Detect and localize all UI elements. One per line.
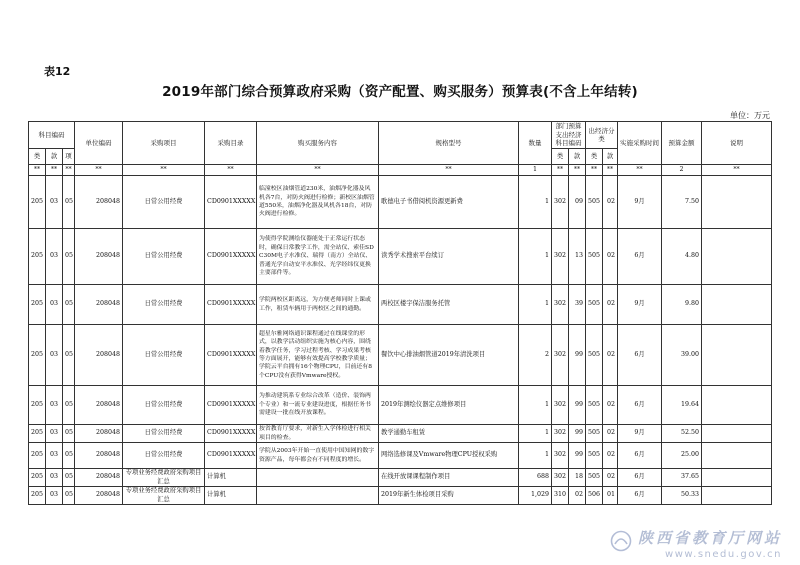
cell-e4: 02 — [603, 425, 618, 443]
cell-unit: 208048 — [75, 229, 123, 285]
table-row — [29, 325, 772, 386]
cell-qty: 1 — [519, 229, 552, 285]
header-spec: 规格型号 — [379, 122, 519, 165]
cell-xiang: 05 — [63, 443, 75, 469]
cell-amount: 4.80 — [662, 229, 702, 285]
cell-qty: 1 — [519, 425, 552, 443]
cell-unit: 208048 — [75, 176, 123, 229]
cell-catalog: 计算机 — [205, 469, 257, 487]
cell-lei: 205 — [29, 386, 46, 425]
header-econ-kuan: 款 — [569, 149, 586, 165]
cell-catalog: CD0901XXXXX — [205, 325, 257, 386]
cell-kuan: 03 — [46, 386, 63, 425]
cell-xiang: 05 — [63, 325, 75, 386]
marker-cell: ** — [569, 165, 586, 176]
marker-cell: ** — [46, 165, 63, 176]
cell-amount: 37.65 — [662, 469, 702, 487]
cell-note — [702, 229, 772, 285]
header-econ-subject: 部门预算支出经济科目编码 — [552, 122, 586, 149]
watermark-logo-icon — [610, 530, 632, 556]
cell-item: 日常公用经费 — [123, 386, 205, 425]
cell-e2: 99 — [569, 443, 586, 469]
marker-cell: ** — [123, 165, 205, 176]
cell-e1: 302 — [552, 469, 569, 487]
cell-e1: 302 — [552, 176, 569, 229]
cell-time: 6月 — [618, 325, 662, 386]
cell-content — [257, 487, 379, 505]
cell-catalog: CD0901XXXXX — [205, 176, 257, 229]
cell-e2: 99 — [569, 325, 586, 386]
cell-time: 9月 — [618, 285, 662, 325]
cell-time: 6月 — [618, 487, 662, 505]
cell-lei: 205 — [29, 469, 46, 487]
cell-catalog: CD0901XXXXX — [205, 443, 257, 469]
cell-amount: 19.64 — [662, 386, 702, 425]
cell-xiang: 05 — [63, 487, 75, 505]
header-class-lei: 类 — [586, 149, 603, 165]
header-note: 说明 — [702, 122, 772, 165]
cell-time: 6月 — [618, 386, 662, 425]
cell-amount: 39.00 — [662, 325, 702, 386]
cell-unit: 208048 — [75, 325, 123, 386]
cell-qty: 1,029 — [519, 487, 552, 505]
table-row — [29, 229, 772, 285]
table-row — [29, 425, 772, 443]
header-xiang: 项 — [63, 149, 75, 165]
cell-spec: 歌德电子书借阅机资源更新费 — [379, 176, 519, 229]
cell-content: 为推动建筑系专业综合改革（造价、装饰两个专业）和一流专业建设进度，根据任务书需建设一批在线开放课程。 — [257, 386, 379, 425]
table-row — [29, 176, 772, 229]
header-subject-code: 科目编码 — [29, 122, 75, 149]
cell-item: 日常公用经费 — [123, 176, 205, 229]
cell-amount: 9.80 — [662, 285, 702, 325]
cell-e3: 506 — [586, 487, 603, 505]
header-proc-catalog: 采购目录 — [205, 122, 257, 165]
cell-note — [702, 487, 772, 505]
cell-item: 日常公用经费 — [123, 425, 205, 443]
cell-kuan: 03 — [46, 325, 63, 386]
cell-e2: 09 — [569, 176, 586, 229]
header-row-1 — [29, 122, 772, 149]
page-title: 2019年部门综合预算政府采购（资产配置、购买服务）预算表(不含上年结转) — [162, 84, 638, 100]
cell-qty: 1 — [519, 285, 552, 325]
cell-e4: 02 — [603, 176, 618, 229]
cell-qty: 2 — [519, 325, 552, 386]
cell-unit: 208048 — [75, 443, 123, 469]
table-row — [29, 386, 772, 425]
marker-cell: ** — [63, 165, 75, 176]
cell-spec: 两校区楼宇保洁服务托管 — [379, 285, 519, 325]
marker-cell: ** — [618, 165, 662, 176]
cell-e3: 505 — [586, 443, 603, 469]
cell-kuan: 03 — [46, 425, 63, 443]
cell-lei: 205 — [29, 425, 46, 443]
marker-cell: ** — [603, 165, 618, 176]
cell-e4: 01 — [603, 487, 618, 505]
procurement-table — [28, 121, 772, 505]
cell-e1: 302 — [552, 425, 569, 443]
watermark-url: www.snedu.gov.cn — [665, 549, 782, 560]
cell-e2: 99 — [569, 386, 586, 425]
cell-xiang: 05 — [63, 425, 75, 443]
cell-amount: 7.50 — [662, 176, 702, 229]
cell-xiang: 05 — [63, 285, 75, 325]
cell-spec: 在线开放课课程制作项目 — [379, 469, 519, 487]
header-econ-lei: 类 — [552, 149, 569, 165]
cell-spec: 2019年新生体检项目采购 — [379, 487, 519, 505]
cell-e4: 02 — [603, 443, 618, 469]
cell-catalog: CD0901XXXXX — [205, 229, 257, 285]
cell-time: 9月 — [618, 425, 662, 443]
cell-qty: 1 — [519, 176, 552, 229]
cell-xiang: 05 — [63, 229, 75, 285]
cell-amount: 25.00 — [662, 443, 702, 469]
cell-e3: 505 — [586, 229, 603, 285]
cell-e3: 505 — [586, 285, 603, 325]
table-row — [29, 443, 772, 469]
cell-amount: 50.33 — [662, 487, 702, 505]
cell-note — [702, 443, 772, 469]
cell-spec: 教学通勤车租赁 — [379, 425, 519, 443]
header-class-kuan: 款 — [603, 149, 618, 165]
cell-content — [257, 469, 379, 487]
header-unit-code: 单位编码 — [75, 122, 123, 165]
cell-kuan: 03 — [46, 176, 63, 229]
cell-lei: 205 — [29, 229, 46, 285]
table-body — [29, 165, 772, 505]
header-lei: 类 — [29, 149, 46, 165]
cell-e2: 39 — [569, 285, 586, 325]
cell-content: 超星尔雅网络通识课程通过在线课堂的形式，以教学活动组织实施为核心内容，围绕着教学任务，学习过程考核、学习成果考核等方面展开，能够有效提高学校教学质量；学院云平台拥有16个物理CPU，目前还有8个CPU没有获得Vmware授权。 — [257, 325, 379, 386]
cell-time: 6月 — [618, 229, 662, 285]
cell-lei: 205 — [29, 285, 46, 325]
cell-e4: 02 — [603, 285, 618, 325]
marker-cell: ** — [29, 165, 46, 176]
cell-catalog: 计算机 — [205, 487, 257, 505]
cell-content: 学院两校区距离远，为方便老师同时上课或工作，租赁车辆用于两校区之间的通勤。 — [257, 285, 379, 325]
cell-item: 日常公用经费 — [123, 443, 205, 469]
marker-row — [29, 165, 772, 176]
cell-content: 学院从2003年开始一直使用中国知网的数字资源产品，每年都会有不同程度的增长。 — [257, 443, 379, 469]
cell-note — [702, 176, 772, 229]
cell-e2: 02 — [569, 487, 586, 505]
marker-cell: ** — [379, 165, 519, 176]
header-proc-item: 采购项目 — [123, 122, 205, 165]
header-budget: 预算金额 — [662, 122, 702, 165]
cell-note — [702, 325, 772, 386]
cell-item: 日常公用经费 — [123, 285, 205, 325]
cell-content: 为使得学院测绘仪器能处于正常运行状态时，确保日常教学工作，需全站仪、索佳SDC30M电子水准仪、瑞得（南方）全站仪、普通光学自动安平水准仪、光学经纬仪更换主要部件等。 — [257, 229, 379, 285]
cell-e1: 302 — [552, 386, 569, 425]
cell-kuan: 03 — [46, 285, 63, 325]
table-row — [29, 487, 772, 505]
marker-cell: 2 — [662, 165, 702, 176]
cell-lei: 205 — [29, 176, 46, 229]
cell-lei: 205 — [29, 487, 46, 505]
cell-time: 9月 — [618, 176, 662, 229]
cell-item: 专项业务经费政府采购项目汇总 — [123, 487, 205, 505]
cell-spec: 网络选修课及Vmware物理CPU授权采购 — [379, 443, 519, 469]
cell-e3: 505 — [586, 325, 603, 386]
cell-e1: 310 — [552, 487, 569, 505]
marker-cell: ** — [205, 165, 257, 176]
cell-spec: 读秀学术搜索平台续订 — [379, 229, 519, 285]
unit-label: 单位：万元 — [730, 111, 770, 120]
cell-unit: 208048 — [75, 487, 123, 505]
cell-note — [702, 386, 772, 425]
cell-spec: 餐饮中心排油烟管道2019年清洗项目 — [379, 325, 519, 386]
cell-e3: 505 — [586, 469, 603, 487]
cell-note — [702, 425, 772, 443]
cell-e2: 13 — [569, 229, 586, 285]
cell-note — [702, 469, 772, 487]
cell-time: 6月 — [618, 469, 662, 487]
sheet-label: 表12 — [44, 65, 71, 78]
cell-e4: 02 — [603, 469, 618, 487]
cell-e4: 02 — [603, 386, 618, 425]
cell-content: 按省教育厅要求，对新生入学体检进行相关项目的检查。 — [257, 425, 379, 443]
marker-cell: 1 — [519, 165, 552, 176]
cell-unit: 208048 — [75, 386, 123, 425]
cell-qty: 688 — [519, 469, 552, 487]
cell-catalog: CD0901XXXXX — [205, 386, 257, 425]
cell-e1: 302 — [552, 325, 569, 386]
cell-e1: 302 — [552, 443, 569, 469]
cell-catalog: CD0901XXXXX — [205, 285, 257, 325]
marker-cell: ** — [552, 165, 569, 176]
cell-e3: 505 — [586, 386, 603, 425]
cell-kuan: 03 — [46, 443, 63, 469]
header-qty: 数量 — [519, 122, 552, 165]
table-row — [29, 469, 772, 487]
cell-e3: 505 — [586, 176, 603, 229]
watermark — [638, 527, 782, 560]
cell-xiang: 05 — [63, 386, 75, 425]
cell-unit: 208048 — [75, 285, 123, 325]
cell-lei: 205 — [29, 443, 46, 469]
cell-e4: 02 — [603, 325, 618, 386]
cell-qty: 1 — [519, 386, 552, 425]
header-impl-time: 实施采购时间 — [618, 122, 662, 165]
header-kuan: 款 — [46, 149, 63, 165]
marker-cell: ** — [75, 165, 123, 176]
marker-cell: ** — [702, 165, 772, 176]
cell-qty: 1 — [519, 443, 552, 469]
cell-content: 临潼校区油烟管道230米，油烟净化器及风机各7台，对防火阀进行检修；新校区油烟管道550米，油烟净化器及风机各18台，对防火阀进行检修。 — [257, 176, 379, 229]
cell-item: 日常公用经费 — [123, 229, 205, 285]
table-row — [29, 285, 772, 325]
cell-unit: 208048 — [75, 469, 123, 487]
cell-e1: 302 — [552, 285, 569, 325]
cell-kuan: 03 — [46, 487, 63, 505]
cell-item: 日常公用经费 — [123, 325, 205, 386]
header-econ-class: 出经济分类 — [586, 122, 618, 149]
cell-spec: 2019年测绘仪器定点维修项目 — [379, 386, 519, 425]
cell-time: 6月 — [618, 443, 662, 469]
cell-lei: 205 — [29, 325, 46, 386]
cell-amount: 52.50 — [662, 425, 702, 443]
cell-unit: 208048 — [75, 425, 123, 443]
cell-e4: 02 — [603, 229, 618, 285]
cell-xiang: 05 — [63, 469, 75, 487]
cell-kuan: 03 — [46, 469, 63, 487]
marker-cell: ** — [257, 165, 379, 176]
cell-catalog: CD0901XXXXX — [205, 425, 257, 443]
marker-cell: ** — [586, 165, 603, 176]
header-service-content: 购买服务内容 — [257, 122, 379, 165]
cell-e3: 505 — [586, 425, 603, 443]
cell-xiang: 05 — [63, 176, 75, 229]
cell-e2: 18 — [569, 469, 586, 487]
cell-e1: 302 — [552, 229, 569, 285]
cell-item: 专项业务经费政府采购项目汇总 — [123, 469, 205, 487]
cell-note — [702, 285, 772, 325]
watermark-title: 陕西省教育厅网站 — [637, 529, 782, 547]
cell-e2: 99 — [569, 425, 586, 443]
cell-kuan: 03 — [46, 229, 63, 285]
